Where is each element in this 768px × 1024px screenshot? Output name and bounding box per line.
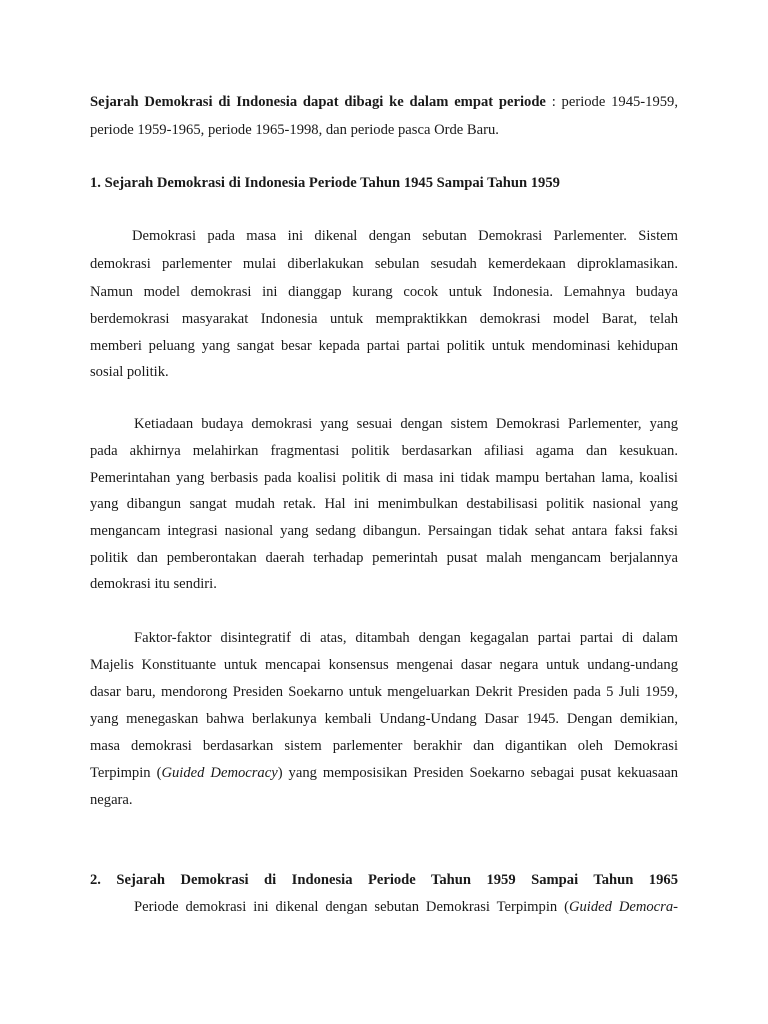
s1-p1-line: sosial politik. — [90, 364, 169, 380]
s1-p2-line: Pemerintahan yang berbasis pada koalisi politik di masa ini tidak mampu bertahan lama, koalisi — [90, 470, 678, 486]
s1-p1-line: demokrasi parlementer mulai diberlakukan sebulan sesudah kemerdekaan diproklamasikan. — [90, 256, 678, 272]
s1-p1-line: Namun model demokrasi ini dianggap kurang cocok untuk Indonesia. Lemahnya budaya — [90, 284, 678, 300]
intro-bold: Sejarah Demokrasi di Indonesia dapat dibagi ke dalam empat periode — [90, 94, 546, 110]
intro-line-2: periode 1959-1965, periode 1965-1998, dan periode pasca Orde Baru. — [90, 122, 499, 138]
s1-p2-line: politik dan pemberontakan daerah terhadap pemerintah pusat malah mengancam berjalannya — [90, 550, 678, 566]
section2-heading: 2. Sejarah Demokrasi di Indonesia Periode Tahun 1959 Sampai Tahun 1965 — [90, 872, 678, 888]
s1-p3-line: yang menegaskan bahwa berlakunya kembali Undang-Undang Dasar 1945. Dengan demikian, — [90, 711, 678, 727]
s1-p1-line: Demokrasi pada masa ini dikenal dengan sebutan Demokrasi Parlementer. Sistem — [132, 228, 678, 244]
s1-p2-line: mengancam integrasi nasional yang sedang dibangun. Persaingan tidak sehat antara faksi faksi — [90, 523, 678, 539]
s1-p3-line: Majelis Konstituante untuk mencapai konsensus mengenai dasar negara untuk undang-undang — [90, 657, 678, 673]
s1-p1-line: memberi peluang yang sangat besar kepada partai partai politik untuk mendominasi kehidupan — [90, 338, 678, 354]
s1-p3-line: negara. — [90, 792, 133, 808]
s1-p2-line: Ketiadaan budaya demokrasi yang sesuai dengan sistem Demokrasi Parlementer, yang — [134, 416, 678, 432]
s2-p1-line: Periode demokrasi ini dikenal dengan sebutan Demokrasi Terpimpin (Guided Democra- — [134, 899, 678, 915]
s1-p3-line: masa demokrasi berdasarkan sistem parlementer berakhir dan digantikan oleh Demokrasi — [90, 738, 678, 754]
s1-p3-line: Faktor-faktor disintegratif di atas, ditambah dengan kegagalan partai partai di dalam — [134, 630, 678, 646]
s1-p3-line: Terpimpin (Guided Democracy) yang memposisikan Presiden Soekarno sebagai pusat kekuasaan — [90, 765, 678, 781]
intro-line-1 — [90, 92, 678, 112]
s1-p2-line: demokrasi itu sendiri. — [90, 576, 217, 592]
s1-p1-line: berdemokrasi masyarakat Indonesia untuk mempraktikkan demokrasi model Barat, telah — [90, 311, 678, 327]
guided-democracy-italic: Guided Democracy — [161, 765, 278, 781]
s1-p2-line: yang dibangun sangat mudah retak. Hal ini menimbulkan destabilisasi politik nasional yang — [90, 496, 678, 512]
intro-rest: : periode 1945-1959, — [545, 94, 678, 110]
s1-p3-line: dasar baru, mendorong Presiden Soekarno untuk mengeluarkan Dekrit Presiden pada 5 Juli 1959, — [90, 684, 678, 700]
s1-p2-line: pada akhirnya melahirkan fragmentasi politik berdasarkan afiliasi agama dan kesukuan. — [90, 443, 678, 459]
section1-heading: 1. Sejarah Demokrasi di Indonesia Periode Tahun 1945 Sampai Tahun 1959 — [90, 175, 560, 191]
